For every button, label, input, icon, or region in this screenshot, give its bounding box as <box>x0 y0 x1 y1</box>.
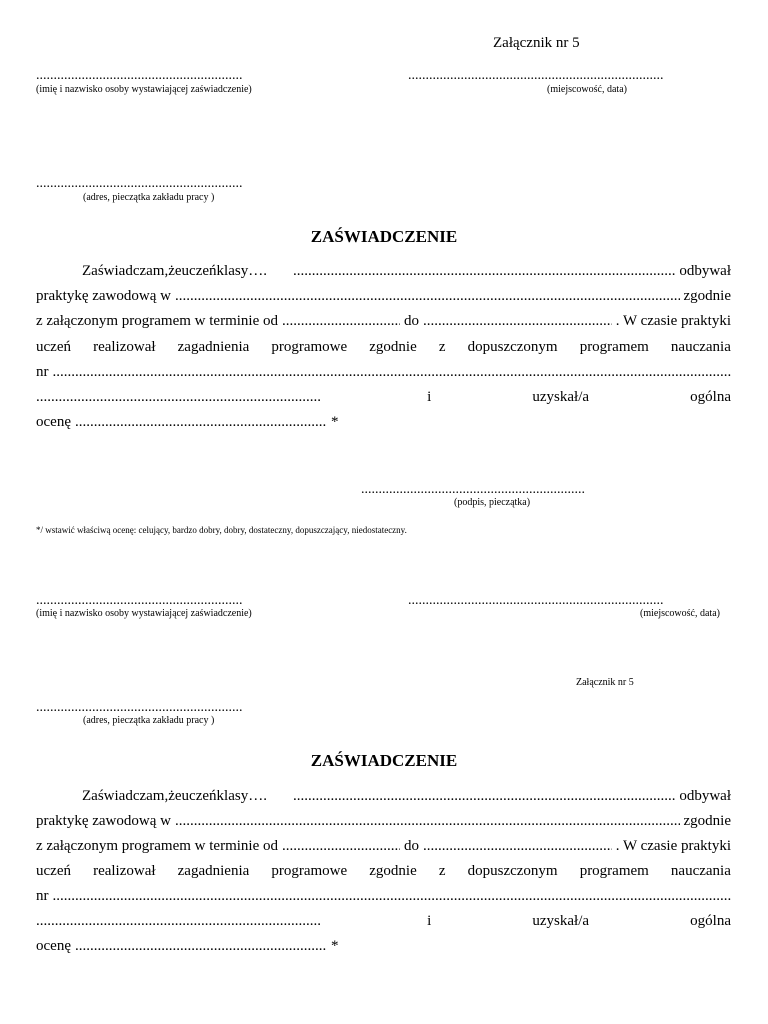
text: programem <box>579 339 649 355</box>
text: nauczania <box>670 863 731 879</box>
fill-dots <box>75 935 327 957</box>
text: praktykę zawodową w <box>36 813 171 829</box>
text: uzyskał/a <box>532 389 590 405</box>
text: ogólna <box>690 389 731 405</box>
annex-label-2: Załącznik nr 5 <box>576 677 634 688</box>
text: ocenę <box>36 414 71 430</box>
body-line-7 <box>36 411 731 433</box>
body-line-6 <box>36 386 731 408</box>
text: Zaświadczam, <box>82 788 169 804</box>
text: że <box>168 788 182 804</box>
name-label: (imię i nazwisko osoby wystawiającej zaświadczenie) <box>36 84 252 95</box>
address-label-2: (adres, pieczątka zakładu pracy ) <box>83 715 215 726</box>
text: zgodnie <box>683 813 731 829</box>
name-dots-2: ........................................................... <box>36 593 243 608</box>
text: zgodnie <box>369 863 417 879</box>
text: z załączonym programem w terminie od <box>36 838 278 854</box>
text: programowe <box>271 339 348 355</box>
text: uczeń <box>181 788 217 804</box>
text: z załączonym programem w terminie od <box>36 313 278 329</box>
text: uczeń <box>36 339 71 355</box>
body-line-3 <box>36 310 731 332</box>
fill-dots <box>53 361 732 383</box>
text: do <box>404 313 419 329</box>
text: ogólna <box>690 913 731 929</box>
body-line-7 <box>36 935 731 957</box>
text: zagadnienia <box>177 339 250 355</box>
text: . W czasie praktyki <box>615 313 731 329</box>
text: odbywał <box>679 263 731 279</box>
text: uczeń <box>36 863 71 879</box>
fill-dots <box>53 885 732 907</box>
fill-dots <box>423 310 612 332</box>
text: ocenę <box>36 938 71 954</box>
text: Zaświadczam, <box>82 263 169 279</box>
body-line-1 <box>36 260 731 282</box>
fill-dots <box>36 910 322 932</box>
fill-dots <box>282 835 400 857</box>
place-label: (miejscowość, data) <box>547 84 627 95</box>
text: dopuszczonym <box>467 863 558 879</box>
annex-label: Załącznik nr 5 <box>493 35 580 51</box>
fill-dots <box>36 386 322 408</box>
text: praktykę zawodową w <box>36 288 171 304</box>
text: realizował <box>93 863 156 879</box>
fill-dots <box>293 785 675 807</box>
fill-dots <box>423 835 612 857</box>
text: klasy…. <box>216 788 267 804</box>
fill-dots <box>175 285 680 307</box>
text: zagadnienia <box>177 863 250 879</box>
text: programem <box>579 863 649 879</box>
text: . W czasie praktyki <box>615 838 731 854</box>
place-dots-2: ......................................................................... <box>408 593 664 608</box>
text: realizował <box>93 339 156 355</box>
document-title: ZAŚWIADCZENIE <box>310 227 458 246</box>
body-line-5 <box>36 361 731 383</box>
text: nr <box>36 364 49 380</box>
body-line-4 <box>36 336 731 358</box>
text: i <box>427 389 432 405</box>
fill-dots <box>293 260 675 282</box>
body-line-6 <box>36 910 731 932</box>
body-line-4 <box>36 860 731 882</box>
body-line-3 <box>36 835 731 857</box>
document-title-2: ZAŚWIADCZENIE <box>310 751 458 770</box>
text: z <box>438 863 446 879</box>
text: dopuszczonym <box>467 339 558 355</box>
text: nr <box>36 888 49 904</box>
body-line-1 <box>36 785 731 807</box>
footnote: */ wstawić właściwą ocenę: celujący, bardzo dobry, dobry, dostateczny, dopuszczający, niedostateczny. <box>36 525 407 535</box>
fill-dots <box>75 411 327 433</box>
address-label: (adres, pieczątka zakładu pracy ) <box>83 192 215 203</box>
body-line-2 <box>36 810 731 832</box>
text: * <box>330 414 339 430</box>
fill-dots <box>175 810 680 832</box>
text: z <box>438 339 446 355</box>
sign-label: (podpis, pieczątka) <box>454 497 531 508</box>
text: do <box>404 838 419 854</box>
text: uzyskał/a <box>532 913 590 929</box>
place-dots: ......................................................................... <box>408 68 664 83</box>
text: klasy…. <box>216 263 267 279</box>
place-label-2: (miejscowość, data) <box>640 608 720 619</box>
fill-dots <box>282 310 400 332</box>
text: programowe <box>271 863 348 879</box>
text: zgodnie <box>369 339 417 355</box>
text: uczeń <box>181 263 217 279</box>
name-dots: ........................................................... <box>36 68 243 83</box>
text: * <box>330 938 339 954</box>
address-dots: ........................................................... <box>36 176 243 191</box>
text: i <box>427 913 432 929</box>
text: zgodnie <box>683 288 731 304</box>
text: że <box>168 263 182 279</box>
name-label-2: (imię i nazwisko osoby wystawiającej zaświadczenie) <box>36 608 252 619</box>
text: nauczania <box>670 339 731 355</box>
body-line-5 <box>36 885 731 907</box>
sign-dots: ................................................................ <box>361 482 585 497</box>
text: odbywał <box>679 788 731 804</box>
body-line-2 <box>36 285 731 307</box>
address-dots-2: ........................................................... <box>36 700 243 715</box>
